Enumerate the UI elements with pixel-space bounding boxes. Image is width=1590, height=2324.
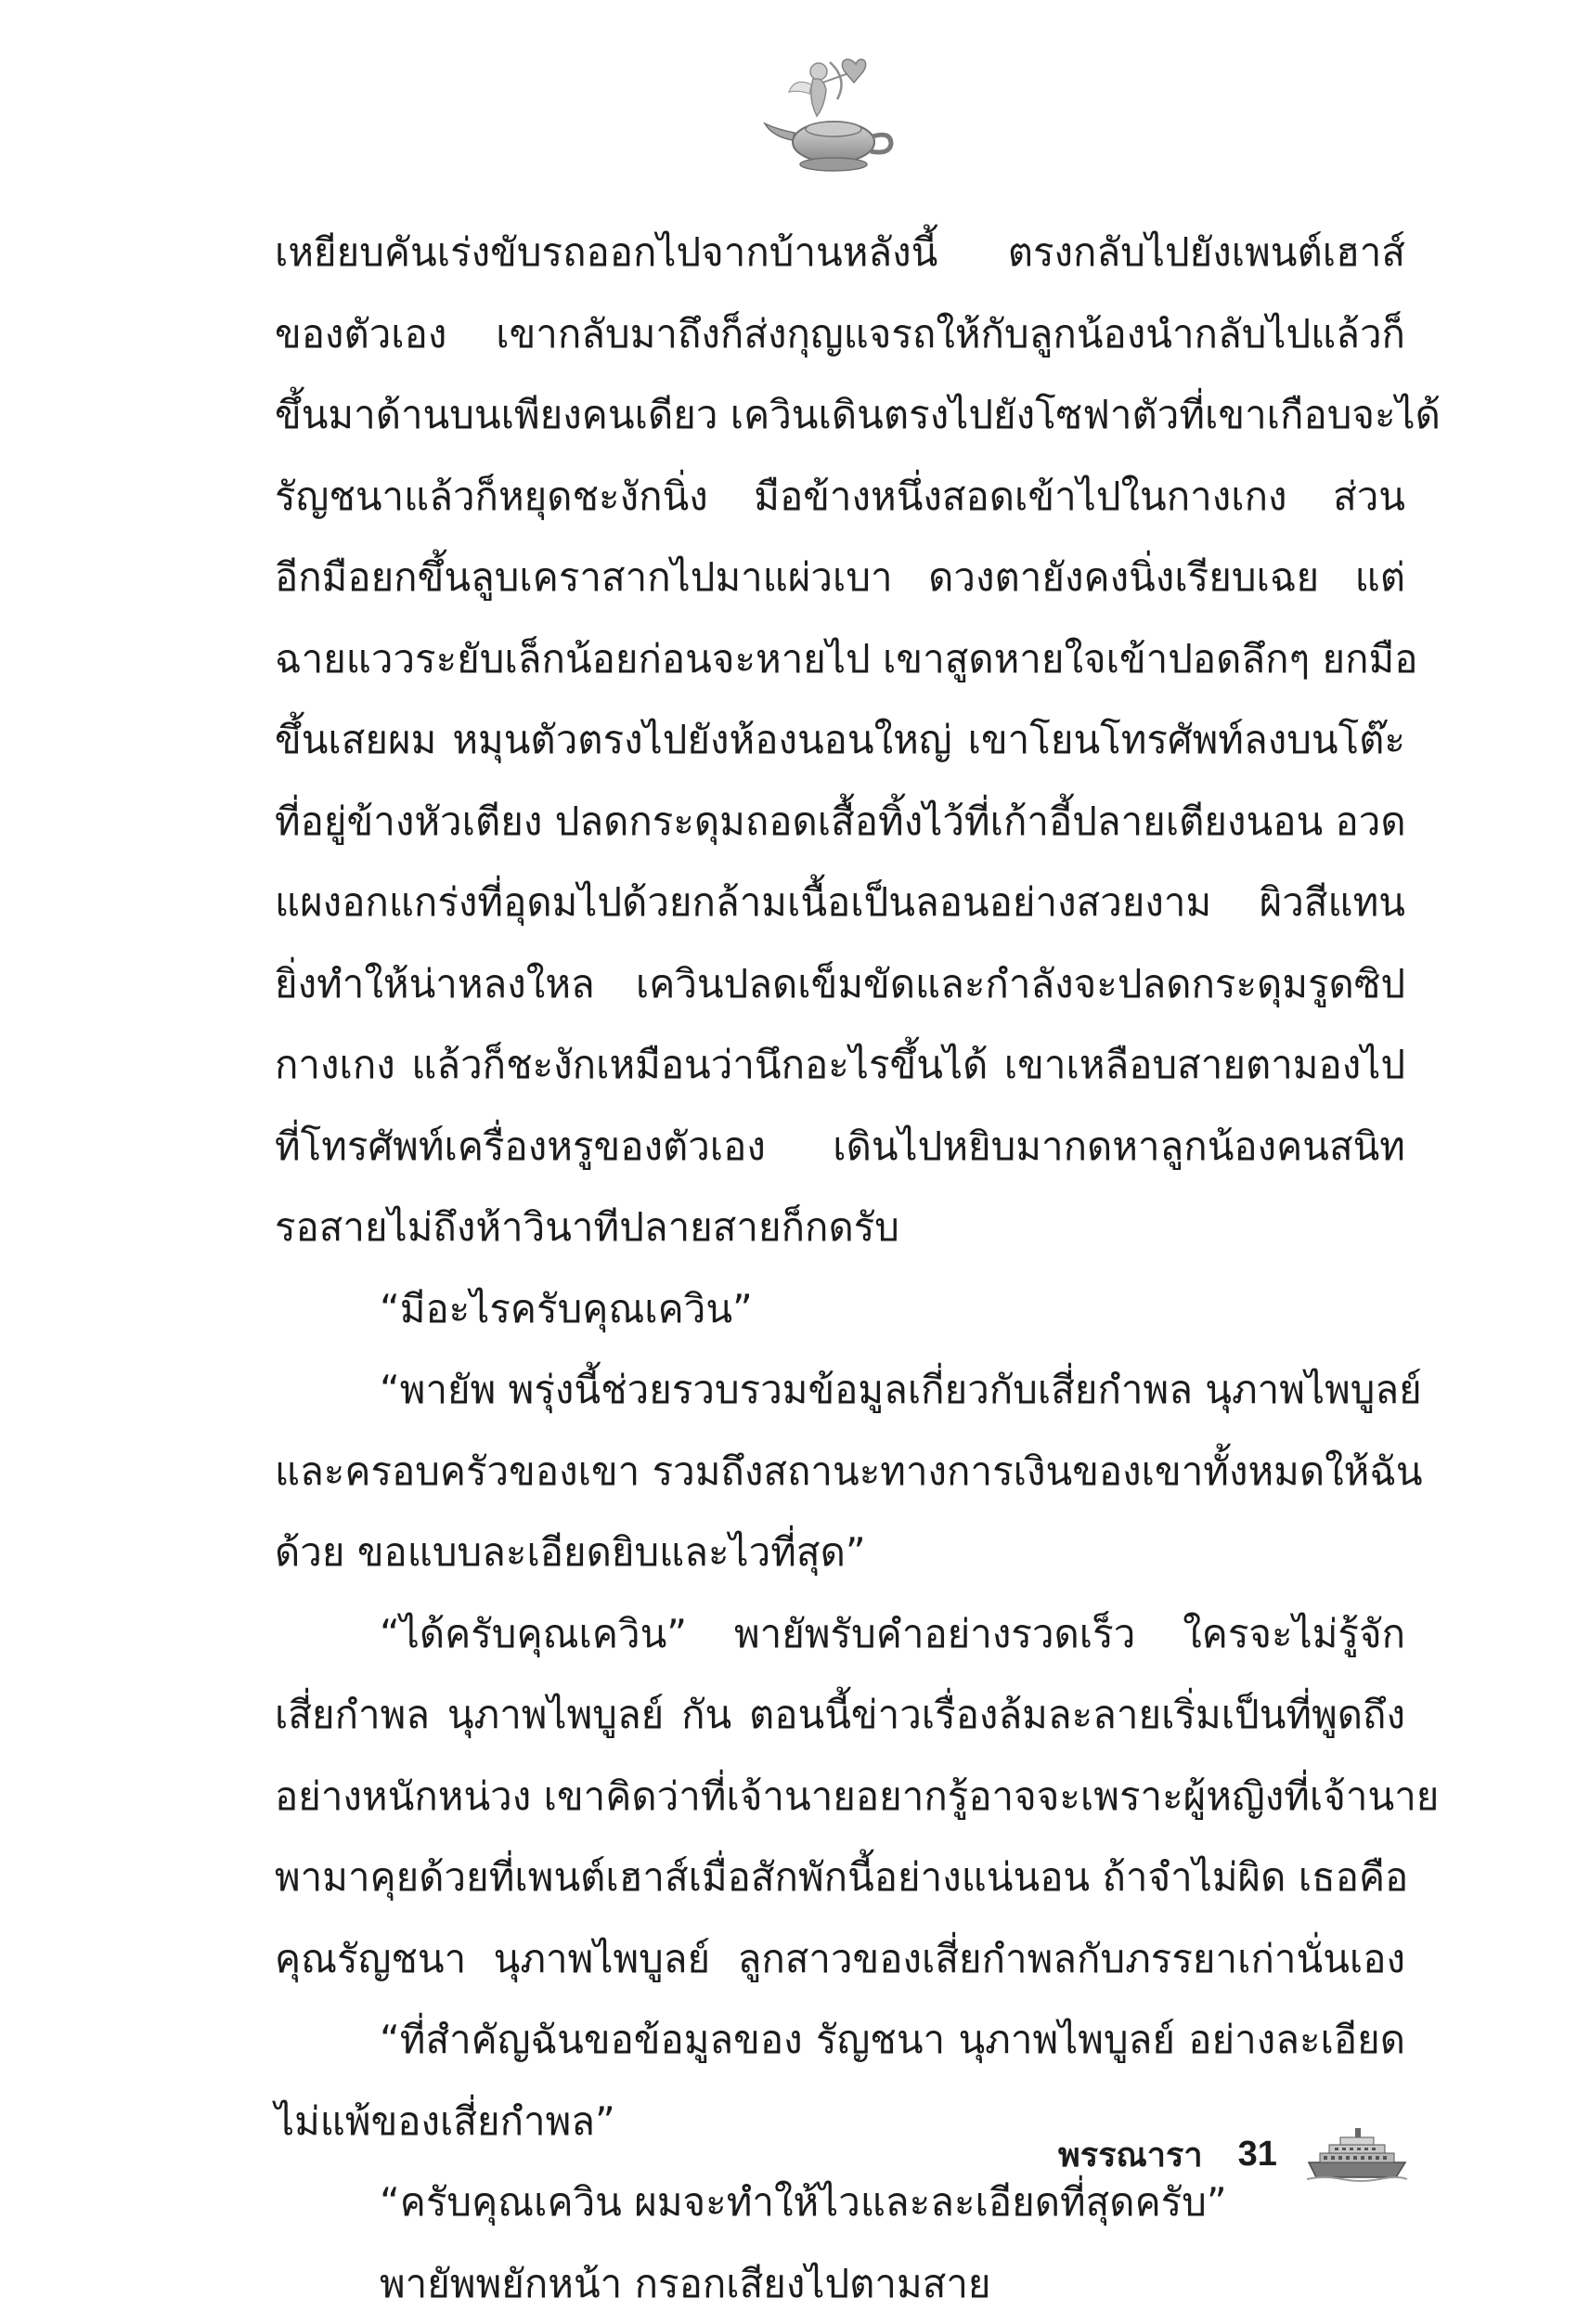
text-line: อีกมือยกขึ้นลูบเคราสากไปมาแผ่วเบา ดวงตายังคงนิ่งเรียบเฉย แต่ — [275, 537, 1405, 618]
text-line: “พายัพ พรุ่งนี้ช่วยรวบรวมข้อมูลเกี่ยวกับเสี่ยกำพล นุภาพไพบูลย์ — [275, 1349, 1405, 1431]
text-line: พายัพพยักหน้า กรอกเสียงไปตามสาย — [275, 2243, 1405, 2324]
text-line: ไม่แพ้ของเสี่ยกำพล” — [275, 2081, 1405, 2162]
page-number: 31 — [1238, 2135, 1277, 2175]
text-line: แผงอกแกร่งที่อุดมไปด้วยกล้ามเนื้อเป็นลอนอย่างสวยงาม ผิวสีแทน — [275, 862, 1405, 943]
text-line: ที่อยู่ข้างหัวเตียง ปลดกระดุมถอดเสื้อทิ้งไว้ที่เก้าอี้ปลายเตียงนอน อวด — [275, 781, 1405, 863]
page-footer — [1058, 2126, 1409, 2182]
text-line: รอสายไม่ถึงห้าวินาทีปลายสายก็กดรับ — [275, 1187, 1405, 1268]
text-line: ของตัวเอง เขากลับมาถึงก็ส่งกุญแจรถให้กับลูกน้องนำกลับไปแล้วก็ — [275, 293, 1405, 375]
text-line: คุณรัญชนา นุภาพไพบูลย์ ลูกสาวของเสี่ยกำพลกับภรรยาเก่านั่นเอง — [275, 1918, 1405, 2000]
text-line: ด้วย ขอแบบละเอียดยิบและไวที่สุด” — [275, 1512, 1405, 1593]
text-line: และครอบครัวของเขา รวมถึงสถานะทางการเงินของเขาทั้งหมดให้ฉัน — [275, 1431, 1405, 1513]
body-text — [275, 212, 1405, 2324]
text-line: “ได้ครับคุณเควิน” พายัพรับคำอย่างรวดเร็ว ใครจะไม่รู้จัก — [275, 1593, 1405, 1675]
teapot-cupid-ornament-icon — [752, 51, 910, 176]
text-line: เหยียบคันเร่งขับรถออกไปจากบ้านหลังนี้ ตรงกลับไปยังเพนต์เฮาส์ — [275, 212, 1405, 293]
text-line: “มีอะไรครับคุณเควิน” — [275, 1268, 1405, 1350]
cruise-ship-icon — [1305, 2125, 1409, 2183]
text-line: ขึ้นเสยผม หมุนตัวตรงไปยังห้องนอนใหญ่ เขาโยนโทรศัพท์ลงบนโต๊ะ — [275, 699, 1405, 781]
text-line: ฉายแววระยับเล็กน้อยก่อนจะหายไป เขาสูดหายใจเข้าปอดลึกๆ ยกมือ — [275, 618, 1405, 700]
text-line: กางเกง แล้วก็ชะงักเหมือนว่านึกอะไรขึ้นได้ เขาเหลือบสายตามองไป — [275, 1024, 1405, 1106]
text-line: ที่โทรศัพท์เครื่องหรูของตัวเอง เดินไปหยิบมากดหาลูกน้องคนสนิท — [275, 1106, 1405, 1188]
text-line: ขึ้นมาด้านบนเพียงคนเดียว เควินเดินตรงไปยังโซฟาตัวที่เขาเกือบจะได้ — [275, 374, 1405, 456]
text-line: พามาคุยด้วยที่เพนต์เฮาส์เมื่อสักพักนี้อย่างแน่นอน ถ้าจำไม่ผิด เธอคือ — [275, 1837, 1405, 1918]
text-line: อย่างหนักหน่วง เขาคิดว่าที่เจ้านายอยากรู้อาจจะเพราะผู้หญิงที่เจ้านาย — [275, 1756, 1405, 1837]
text-line: “ครับคุณเควิน ผมจะทำให้ไวและละเอียดที่สุดครับ” — [275, 2162, 1405, 2243]
book-title: พรรณารา — [1058, 2128, 1203, 2181]
text-line: เสี่ยกำพล นุภาพไพบูลย์ กัน ตอนนี้ข่าวเรื่องล้มละลายเริ่มเป็นที่พูดถึง — [275, 1674, 1405, 1756]
text-line: ยิ่งทำให้น่าหลงใหล เควินปลดเข็มขัดและกำลังจะปลดกระดุมรูดซิป — [275, 943, 1405, 1025]
text-line: รัญชนาแล้วก็หยุดชะงักนิ่ง มือข้างหนึ่งสอดเข้าไปในกางเกง ส่วน — [275, 456, 1405, 538]
text-line: “ที่สำคัญฉันขอข้อมูลของ รัญชนา นุภาพไพบูลย์ อย่างละเอียด — [275, 1999, 1405, 2081]
